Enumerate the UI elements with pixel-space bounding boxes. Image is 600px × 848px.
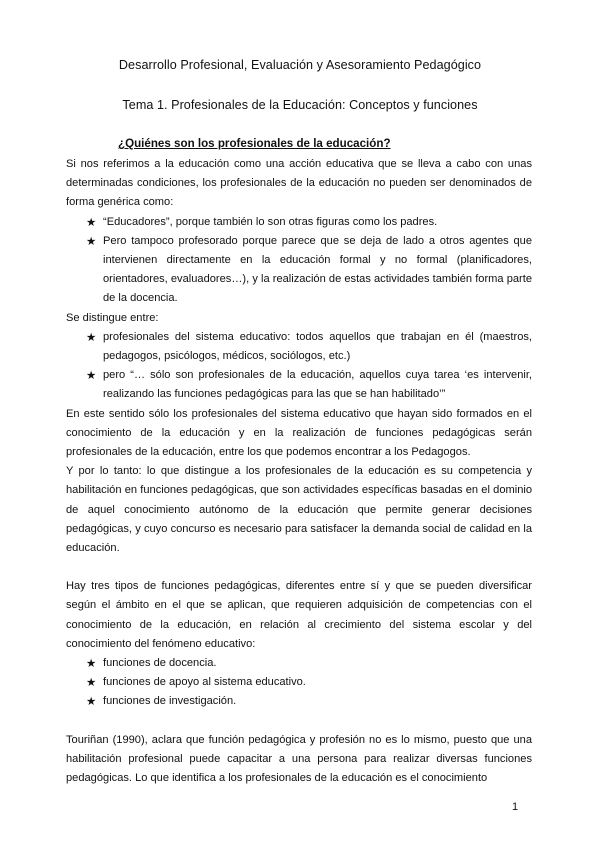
bullet-list-educators [66, 213, 532, 309]
list-item [66, 213, 532, 232]
star-bullet-icon: ★ [86, 675, 97, 690]
page-number: 1 [512, 801, 519, 813]
list-item-text: pero “… sólo son profesionales de la educación, aquellos cuya tarea ‘es intervenir, realizando las funciones pedagógicas para las que se han habilitado’” [103, 369, 532, 401]
bullet-list-distinction [66, 328, 532, 405]
list-item-text: funciones de apoyo al sistema educativo. [103, 676, 306, 689]
paragraph-tourinan: Touriñan (1990), aclara que función pedagógica y profesión no es lo mismo, puesto que una habilitación profesional puede capacitar a una persona para realizar diversas funciones pedagógicas. Lo que identifica a los profesionales de la educación es el conocimiento [66, 733, 532, 785]
distinguish-label: Se distingue entre: [66, 311, 159, 324]
spacer [66, 712, 532, 731]
spacer [66, 558, 532, 577]
list-item [66, 692, 532, 711]
star-bullet-icon: ★ [86, 656, 97, 671]
list-item [66, 673, 532, 692]
paragraph-types: Hay tres tipos de funciones pedagógicas, diferentes entre sí y que se pueden diversificar según el ámbito en el que se aplican, que requieren adquisición de competencias con el conocimiento de la educación, en relación al crecimiento del sistema escolar y del conocimiento del fenómeno educativo: [66, 580, 532, 650]
list-item-text: funciones de docencia. [103, 657, 217, 670]
topic-title: Tema 1. Profesionales de la Educación: Conceptos y funciones [122, 98, 478, 112]
paragraph-therefore: Y por lo tanto: lo que distingue a los profesionales de la educación es su competencia y habilitación en funciones pedagógicas, que son actividades específicas basadas en el dominio de aquel conocimiento autónomo de la educación que permite generar decisiones pedagógicas, y cuyo concurso es necesario para satisfacer la demanda social de calidad en la educación. [66, 465, 532, 555]
star-bullet-icon: ★ [86, 368, 97, 383]
list-item-text: Pero tampoco profesorado porque parece que se deja de lado a otros agentes que intervienen directamente en la educación formal y no formal (planificadores, orientadores, evaluadores…), y la realización de estas actividades también forma parte de la docencia. [103, 234, 532, 305]
section-heading: ¿Quiénes son los profesionales de la educación? [118, 137, 391, 150]
paragraph-sense: En este sentido sólo los profesionales del sistema educativo que hayan sido formados en el conocimiento de la educación y en la realización de funciones pedagógicas serán profesionales de la educación, entre los que podemos encontrar a los Pedagogos. [66, 407, 532, 459]
star-bullet-icon: ★ [86, 694, 97, 709]
list-item [66, 232, 532, 309]
list-item-text: funciones de investigación. [103, 695, 237, 708]
star-bullet-icon: ★ [86, 233, 97, 248]
list-item [66, 328, 532, 366]
star-bullet-icon: ★ [86, 214, 97, 229]
star-bullet-icon: ★ [86, 329, 97, 344]
bullet-list-functions [66, 654, 532, 712]
list-item-text: profesionales del sistema educativo: todos aquellos que trabajan en él (maestros, pedagogos, psicólogos, médicos, sociólogos, etc.) [103, 330, 532, 363]
body-text [66, 155, 532, 788]
list-item-text: “Educadores”, porque también lo son otras figuras como los padres. [103, 215, 438, 228]
intro-paragraph: Si nos referimos a la educación como una acción educativa que se lleva a cabo con unas determinadas condiciones, los profesionales de la educación no pueden ser denominados de forma genérica como: [66, 158, 532, 209]
list-item [66, 366, 532, 404]
document-title: Desarrollo Profesional, Evaluación y Asesoramiento Pedagógico [118, 58, 482, 72]
list-item [66, 654, 532, 673]
